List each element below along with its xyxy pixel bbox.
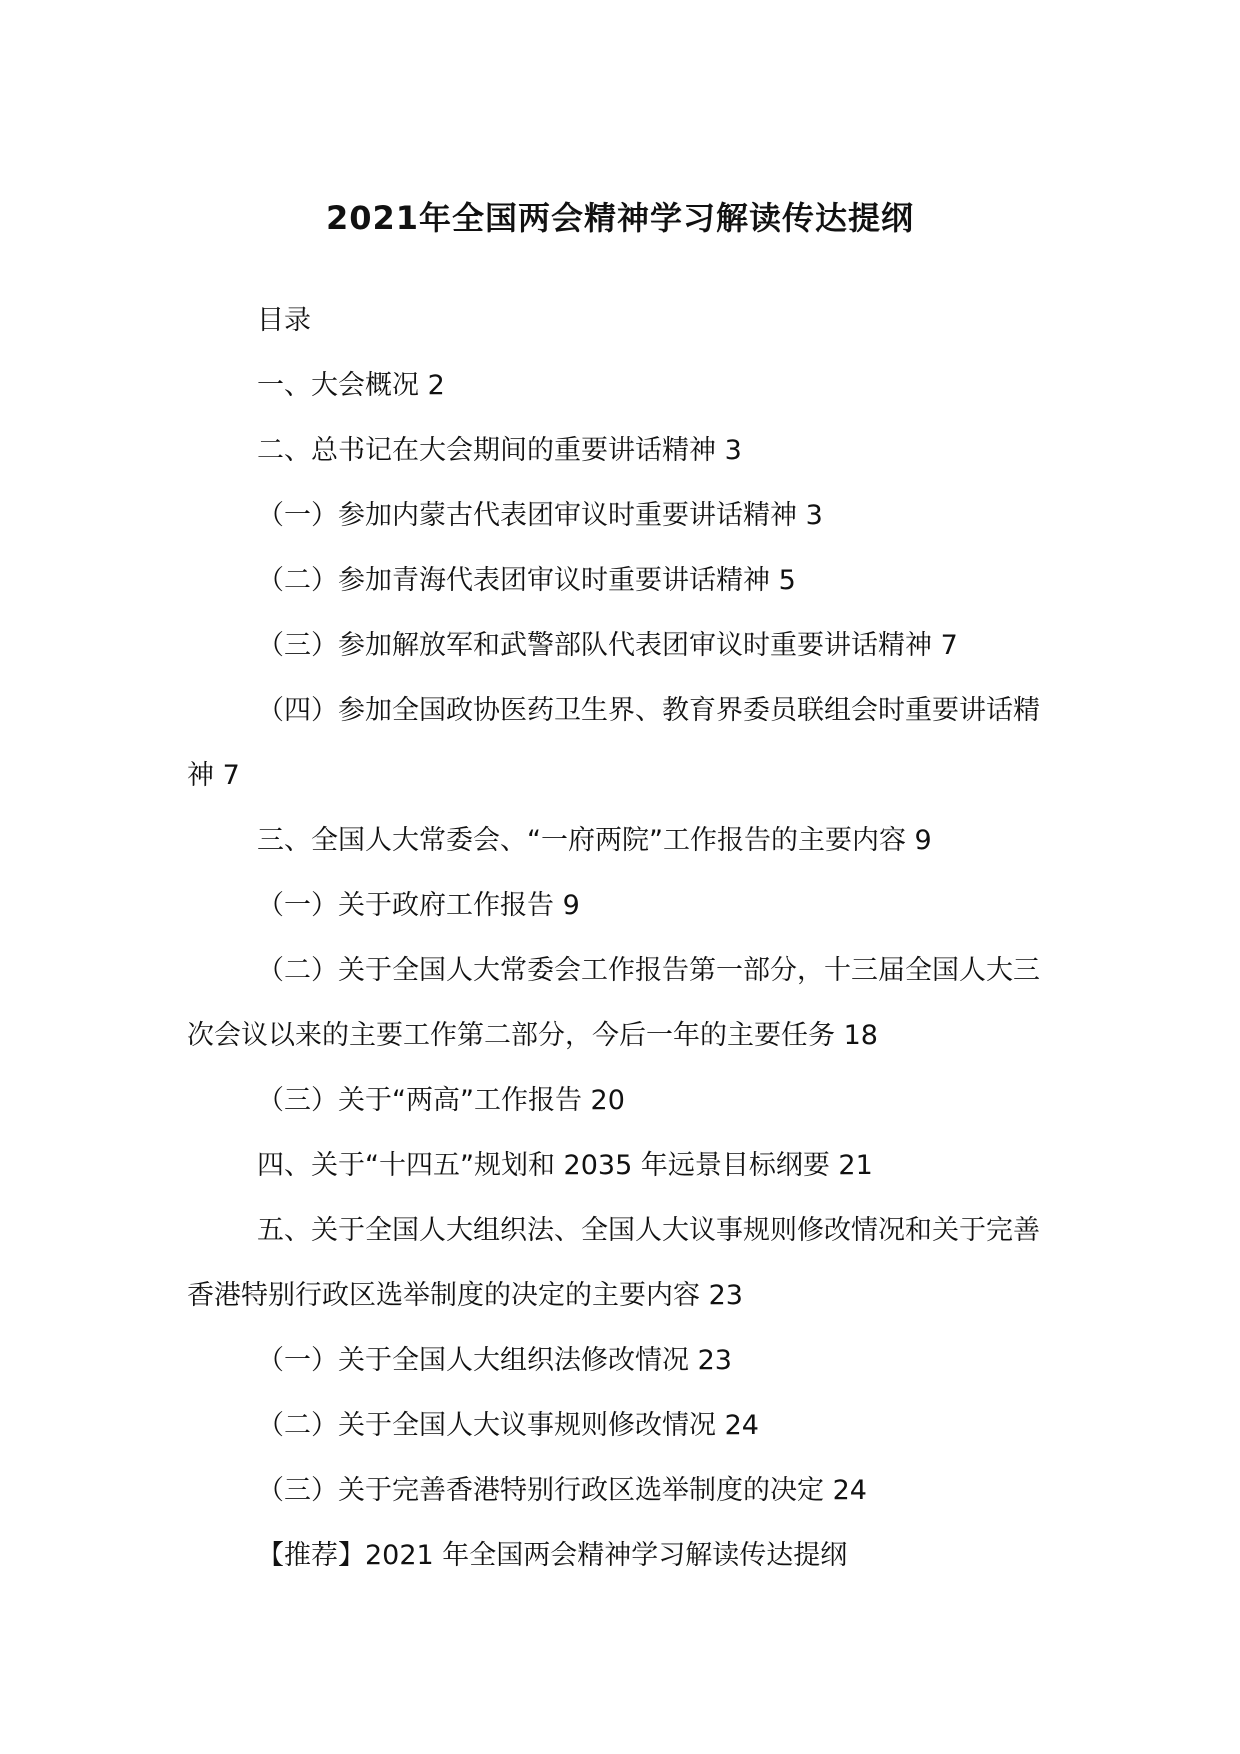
toc-entry: （二）参加青海代表团审议时重要讲话精神 5 [257,565,796,596]
toc-entry: （一）关于全国人大组织法修改情况 23 [257,1345,732,1376]
recommend-line: 【推荐】2021 年全国两会精神学习解读传达提纲 [257,1540,848,1571]
document-title: 2021年全国两会精神学习解读传达提纲 [325,199,915,237]
toc-heading: 目录 [257,305,311,336]
toc-entry: 二、总书记在大会期间的重要讲话精神 3 [257,435,742,466]
toc-entry: 一、大会概况 2 [257,370,445,401]
toc-entry: （二）关于全国人大常委会工作报告第一部分，十三届全国人大三次会议以来的主要工作第二部分，今后一年的主要任务 18 [187,955,1040,1051]
toc-entry: 四、关于“十四五”规划和 2035 年远景目标纲要 21 [257,1150,873,1181]
toc-entry: 三、全国人大常委会、“一府两院”工作报告的主要内容 9 [257,825,932,856]
toc-entry: （一）关于政府工作报告 9 [257,890,580,921]
table-of-contents [187,288,1057,1588]
toc-entry: （一）参加内蒙古代表团审议时重要讲话精神 3 [257,500,823,531]
toc-entry: 五、关于全国人大组织法、全国人大议事规则修改情况和关于完善香港特别行政区选举制度的决定的主要内容 23 [187,1215,1040,1311]
toc-entry: （三）关于“两高”工作报告 20 [257,1085,625,1116]
toc-entry: （四）参加全国政协医药卫生界、教育界委员联组会时重要讲话精神 7 [187,695,1040,791]
toc-entry: （三）关于完善香港特别行政区选举制度的决定 24 [257,1475,867,1506]
toc-entry: （二）关于全国人大议事规则修改情况 24 [257,1410,759,1441]
toc-entry: （三）参加解放军和武警部队代表团审议时重要讲话精神 7 [257,630,958,661]
